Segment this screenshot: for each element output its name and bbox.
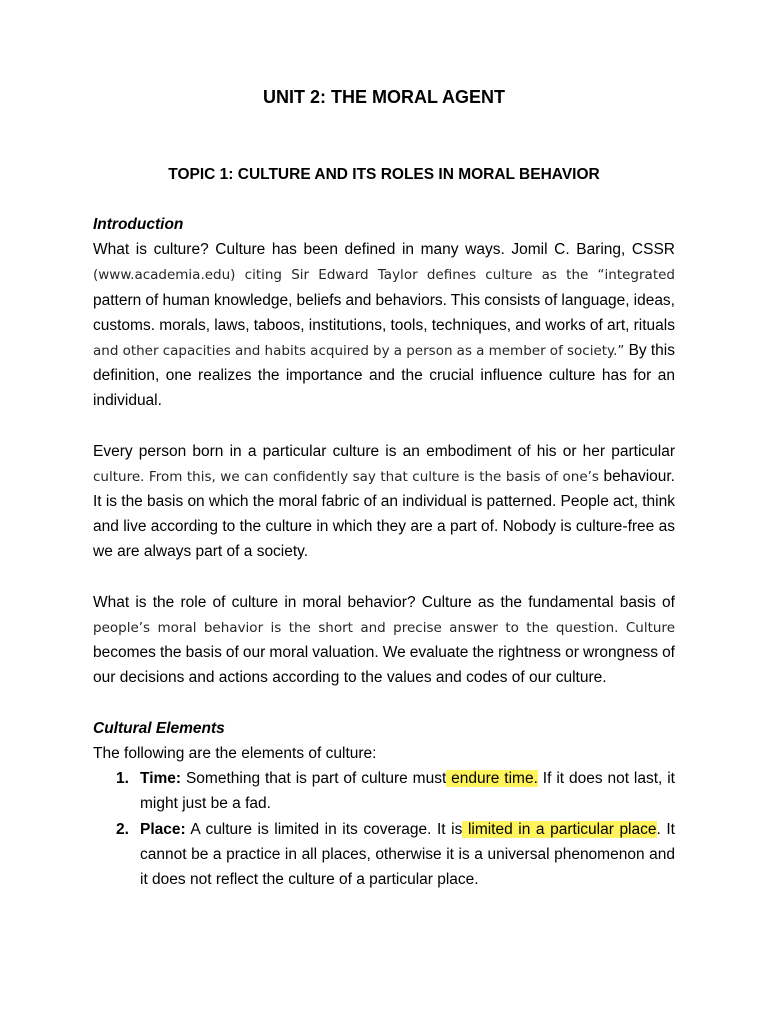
paragraph-line — [93, 464, 675, 489]
paragraph-line: our decisions and actions according to the values and codes of our culture. — [93, 669, 607, 687]
element-label: Time: — [140, 770, 182, 788]
paragraph-line: Every person born in a particular culture is an embodiment of his or her particular — [93, 442, 675, 460]
elements-lead-text: The following are the elements of culture: — [93, 744, 377, 762]
list-item — [93, 766, 675, 816]
paragraph-text: behaviour. — [598, 467, 675, 485]
element-label: Place: — [140, 820, 186, 838]
elements-list — [93, 766, 675, 892]
paragraph-line — [93, 615, 675, 640]
quoted-text: culture. From this, we can confidently say that culture is the basis of one’s — [93, 468, 599, 485]
paragraph-line: and live according to the culture in which they are a part of. Nobody is culture-free as — [93, 518, 675, 536]
unit-title: UNIT 2: THE MORAL AGENT — [263, 87, 505, 107]
paragraph-line: we are always part of a society. — [93, 543, 309, 561]
list-item-line — [93, 817, 675, 842]
quoted-text: people’s moral behavior is the short and precise answer to the question. Culture — [93, 620, 675, 636]
highlighted-text: endure time. — [446, 770, 538, 788]
list-number: 1. — [116, 770, 129, 788]
paragraph-line: customs. morals, laws, taboos, institutions, tools, techniques, and works of art, rituals — [93, 316, 675, 334]
element-text: . It — [656, 820, 675, 838]
paragraph-1 — [93, 237, 675, 413]
cultural-elements-heading: Cultural Elements — [93, 719, 225, 737]
topic-title: TOPIC 1: CULTURE AND ITS ROLES IN MORAL BEHAVIOR — [168, 166, 600, 183]
paragraph-line: It is the basis on which the moral fabric of an individual is patterned. People act, think — [93, 493, 675, 511]
paragraph-spacer — [93, 691, 675, 716]
paragraph-2 — [93, 439, 675, 565]
list-number: 2. — [116, 820, 129, 838]
paragraph-spacer — [93, 414, 675, 439]
quoted-text: and other capacities and habits acquired by a person as a member of society.” — [93, 342, 625, 359]
list-item — [93, 817, 675, 893]
paragraph-line: definition, one realizes the importance and the crucial influence culture has for an — [93, 367, 675, 385]
paragraph-spacer — [93, 565, 675, 590]
quoted-text: (www.academia.edu) citing Sir Edward Taylor defines culture as the “integrated — [93, 267, 675, 284]
paragraph-line: becomes the basis of our moral valuation. We evaluate the rightness or wrongness of — [93, 644, 675, 662]
highlighted-text: limited in a particular place — [462, 820, 657, 838]
element-text: Something that is part of culture must — [181, 770, 447, 788]
paragraph-line: What is culture? Culture has been defined in many ways. Jomil C. Baring, CSSR — [93, 241, 675, 259]
list-item-line: might just be a fad. — [140, 795, 271, 813]
paragraph-text: By this — [624, 341, 675, 359]
element-text: A culture is limited in its coverage. It is — [185, 820, 463, 838]
introduction-heading: Introduction — [93, 216, 184, 233]
paragraph-line: individual. — [93, 392, 162, 410]
paragraph-3 — [93, 590, 675, 691]
paragraph-line: What is the role of culture in moral behavior? Culture as the fundamental basis of — [93, 593, 675, 611]
paragraph-line — [93, 262, 675, 287]
list-item-line: cannot be a practice in all places, otherwise it is a universal phenomenon and — [140, 845, 675, 863]
list-item-line: it does not reflect the culture of a particular place. — [140, 870, 479, 888]
element-text: If it does not last, it — [537, 770, 675, 788]
paragraph-line: pattern of human knowledge, beliefs and behaviors. This consists of language, ideas, — [93, 291, 675, 309]
paragraph-line — [93, 338, 675, 363]
list-item-line — [93, 766, 675, 791]
document-body — [93, 212, 675, 892]
